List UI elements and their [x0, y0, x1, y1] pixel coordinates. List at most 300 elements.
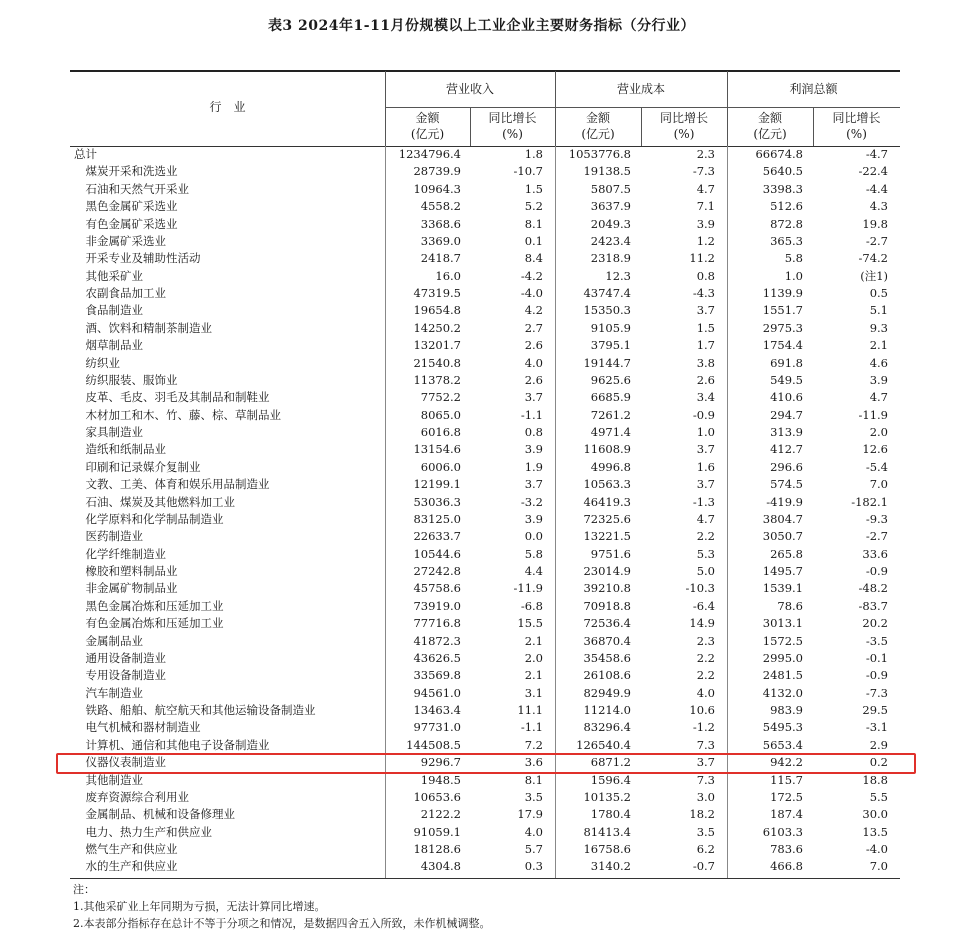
revenue-yoy: 3.1	[524, 685, 543, 700]
profit-yoy: -48.2	[858, 581, 888, 596]
cost-amount: 15350.3	[583, 303, 631, 318]
industry-name: 酒、饮料和精制茶制造业	[74, 320, 212, 335]
cost-amount: 6685.9	[590, 390, 631, 405]
cost-amount: 1780.4	[590, 807, 631, 822]
profit-yoy: -9.3	[865, 511, 888, 526]
industry-name: 文教、工美、体育和娱乐用品制造业	[74, 477, 270, 492]
industry-name: 烟草制品业	[74, 338, 143, 353]
table-row	[70, 424, 900, 441]
cost-amount: 1053776.8	[568, 147, 631, 161]
industry-name: 橡胶和塑料制品业	[74, 564, 178, 578]
table-row	[70, 806, 900, 823]
table-row	[70, 233, 900, 250]
profit-amount: 294.7	[770, 407, 803, 422]
industry-name: 家具制造业	[74, 425, 143, 439]
revenue-amount: 77716.8	[413, 616, 461, 631]
cost-yoy: 1.0	[696, 425, 715, 439]
industry-name: 计算机、通信和其他电子设备制造业	[74, 737, 270, 752]
header-industry: 行 业	[209, 100, 246, 114]
table-row	[70, 320, 900, 337]
profit-amount: 187.4	[770, 807, 803, 822]
profit-yoy: -0.9	[865, 668, 888, 683]
table-row	[70, 268, 900, 285]
revenue-amount: 10544.6	[413, 546, 461, 561]
profit-yoy: 13.5	[862, 824, 888, 839]
profit-amount: 412.7	[770, 442, 803, 457]
revenue-yoy: 3.5	[524, 789, 543, 804]
revenue-yoy: -1.1	[520, 720, 543, 735]
revenue-yoy: 2.6	[524, 338, 543, 353]
cost-yoy: 3.5	[696, 824, 715, 839]
revenue-amount: 18128.6	[413, 842, 461, 856]
revenue-yoy: 4.0	[524, 355, 543, 370]
revenue-yoy: 1.8	[524, 147, 543, 161]
revenue-yoy: 0.0	[524, 529, 543, 544]
revenue-amount: 53036.3	[413, 494, 461, 509]
revenue-yoy: -10.7	[513, 164, 543, 179]
profit-yoy: -3.5	[865, 633, 888, 648]
cost-amount: 83296.4	[583, 720, 631, 735]
profit-yoy: (注1)	[860, 268, 888, 283]
revenue-amount: 94561.0	[413, 685, 461, 700]
table-row	[70, 685, 900, 702]
profit-amount: 1.0	[784, 268, 803, 283]
cost-yoy: 3.7	[696, 442, 715, 457]
cost-amount: 72536.4	[583, 616, 631, 631]
profit-amount: 1551.7	[762, 303, 803, 318]
profit-yoy: -0.1	[865, 650, 888, 665]
cost-amount: 1596.4	[590, 772, 631, 787]
cost-amount: 2318.9	[590, 251, 631, 266]
cost-amount: 4971.4	[590, 425, 631, 439]
cost-amount: 3140.2	[590, 859, 631, 874]
cost-amount: 43747.4	[583, 286, 631, 300]
cost-amount: 126540.4	[576, 737, 631, 752]
cost-amount: 72325.6	[583, 511, 631, 526]
profit-amount: 3013.1	[762, 616, 803, 631]
revenue-amount: 6016.8	[420, 425, 461, 439]
profit-amount: 4132.0	[762, 685, 803, 700]
revenue-amount: 2122.2	[420, 807, 461, 822]
cost-amount: 13221.5	[583, 529, 631, 544]
cost-yoy: 10.6	[689, 703, 715, 717]
industry-name: 化学纤维制造业	[74, 546, 166, 561]
revenue-yoy: -6.8	[520, 598, 543, 613]
profit-yoy: 7.0	[869, 859, 888, 874]
industry-name: 有色金属矿采选业	[74, 216, 178, 231]
table-row	[70, 858, 900, 875]
revenue-yoy: 5.7	[524, 842, 543, 856]
revenue-amount: 10964.3	[413, 181, 461, 196]
profit-yoy: -0.9	[865, 564, 888, 578]
cost-amount: 11608.9	[583, 442, 631, 457]
revenue-amount: 83125.0	[413, 511, 461, 526]
cost-yoy: 3.7	[696, 755, 715, 770]
profit-amount: 5495.3	[762, 720, 803, 735]
profit-amount: 2975.3	[762, 320, 803, 335]
industry-name: 电气机械和器材制造业	[74, 720, 201, 735]
cost-yoy: 5.0	[696, 564, 715, 578]
revenue-amount: 91059.1	[413, 824, 461, 839]
cost-amount: 9105.9	[590, 320, 631, 335]
highlight-box	[56, 753, 916, 774]
header-revenue: 营业收入	[445, 82, 494, 96]
profit-yoy: -4.0	[865, 842, 888, 856]
table-row	[70, 389, 900, 406]
industry-name: 石油、煤炭及其他燃料加工业	[74, 494, 235, 509]
industry-name: 仪器仪表制造业	[74, 755, 166, 770]
cost-yoy: 7.3	[696, 737, 715, 752]
cost-yoy: 7.3	[696, 772, 715, 787]
revenue-amount: 144508.5	[406, 737, 461, 752]
cost-amount: 35458.6	[583, 650, 631, 665]
notes	[73, 881, 491, 932]
profit-yoy: -2.7	[865, 529, 888, 544]
revenue-amount: 1948.5	[420, 772, 461, 787]
revenue-amount: 10653.6	[413, 789, 461, 804]
cost-yoy: 2.6	[696, 372, 715, 387]
table-row	[70, 719, 900, 736]
cost-amount: 81413.4	[583, 824, 631, 839]
cost-yoy: -1.2	[692, 720, 715, 735]
profit-amount: 6103.3	[762, 824, 803, 839]
revenue-amount: 7752.2	[420, 390, 461, 405]
table-row	[70, 667, 900, 684]
cost-amount: 6871.2	[590, 755, 631, 770]
profit-amount: 5640.5	[762, 164, 803, 179]
profit-amount: 466.8	[770, 859, 803, 874]
revenue-amount: 33569.8	[413, 668, 461, 683]
cost-amount: 9625.6	[590, 372, 631, 387]
profit-yoy: 0.5	[869, 286, 888, 300]
revenue-yoy: 8.4	[524, 251, 543, 266]
profit-yoy: 3.9	[869, 372, 888, 387]
revenue-amount: 4304.8	[420, 859, 461, 874]
table-title: 表3 2024年1-11月份规模以上工业企业主要财务指标（分行业）	[267, 18, 696, 34]
cost-yoy: 3.7	[696, 303, 715, 318]
profit-amount: 410.6	[770, 390, 803, 405]
cost-yoy: 3.9	[696, 216, 715, 231]
cost-amount: 11214.0	[583, 703, 631, 717]
revenue-yoy: -4.0	[520, 286, 543, 300]
header-yoy: 同比增长 (%)	[488, 111, 537, 141]
industry-name: 其他采矿业	[74, 268, 143, 283]
revenue-yoy: 15.5	[517, 616, 543, 631]
profit-amount: 265.8	[770, 546, 803, 561]
revenue-amount: 11378.2	[413, 372, 461, 387]
cost-yoy: 1.2	[696, 233, 715, 248]
profit-yoy: -7.3	[865, 685, 888, 700]
cost-yoy: 7.1	[696, 199, 715, 214]
revenue-amount: 97731.0	[413, 720, 461, 735]
profit-amount: 296.6	[770, 459, 803, 474]
cost-yoy: 1.5	[696, 320, 715, 335]
industry-name: 金属制品、机械和设备修理业	[74, 807, 235, 822]
cost-amount: 19144.7	[583, 355, 631, 370]
revenue-amount: 2418.7	[420, 251, 461, 266]
industry-name: 汽车制造业	[74, 685, 143, 700]
table-row	[70, 702, 900, 719]
table-row	[70, 546, 900, 563]
cost-amount: 10135.2	[583, 789, 631, 804]
header-yoy: 同比增长 (%)	[832, 111, 881, 141]
profit-amount: 574.5	[770, 477, 803, 492]
profit-yoy: 7.0	[869, 477, 888, 492]
cost-amount: 82949.9	[583, 685, 631, 700]
revenue-yoy: 2.1	[524, 668, 543, 683]
industry-name: 通用设备制造业	[74, 650, 166, 665]
revenue-yoy: 2.6	[524, 372, 543, 387]
profit-yoy: 2.9	[869, 737, 888, 752]
cost-amount: 46419.3	[583, 494, 631, 509]
cost-amount: 3795.1	[590, 338, 631, 353]
table-row	[70, 146, 900, 163]
revenue-yoy: -1.1	[520, 407, 543, 422]
profit-yoy: 2.1	[869, 338, 888, 353]
profit-amount: 365.3	[770, 233, 803, 248]
profit-amount: 3804.7	[762, 511, 803, 526]
profit-amount: 5.8	[784, 251, 803, 266]
profit-yoy: -2.7	[865, 233, 888, 248]
revenue-amount: 14250.2	[413, 320, 461, 335]
table-row	[70, 216, 900, 233]
cost-yoy: 3.7	[696, 477, 715, 492]
industry-name: 木材加工和木、竹、藤、棕、草制品业	[74, 407, 281, 422]
cost-yoy: 0.8	[696, 268, 715, 283]
cost-yoy: 2.3	[696, 147, 715, 161]
cost-amount: 2423.4	[590, 233, 631, 248]
cost-amount: 19138.5	[583, 164, 631, 179]
profit-amount: 5653.4	[762, 737, 803, 752]
cost-amount: 36870.4	[583, 633, 631, 648]
cost-yoy: -0.7	[692, 859, 715, 874]
table-row	[70, 198, 900, 215]
table-row	[70, 250, 900, 267]
revenue-yoy: 0.1	[524, 233, 543, 248]
profit-amount: 66674.8	[755, 147, 803, 161]
profit-yoy: 4.7	[869, 390, 888, 405]
cost-yoy: 4.0	[696, 685, 715, 700]
revenue-yoy: 8.1	[524, 216, 543, 231]
profit-yoy: 0.2	[869, 755, 888, 770]
industry-name: 皮革、毛皮、羽毛及其制品和制鞋业	[74, 390, 270, 405]
revenue-yoy: 0.3	[524, 859, 543, 874]
table-row	[70, 372, 900, 389]
industry-name: 石油和天然气开采业	[74, 181, 189, 196]
table-row	[70, 355, 900, 372]
cost-yoy: 1.7	[696, 338, 715, 353]
revenue-amount: 9296.7	[420, 755, 461, 770]
cost-yoy: 11.2	[689, 251, 715, 266]
revenue-yoy: 3.9	[524, 442, 543, 457]
table-row	[70, 789, 900, 806]
profit-amount: 691.8	[770, 355, 803, 370]
revenue-amount: 3369.0	[420, 233, 461, 248]
industry-name: 食品制造业	[74, 303, 143, 318]
industry-name: 化学原料和化学制品制造业	[74, 511, 224, 526]
cost-yoy: 4.7	[696, 181, 715, 196]
industry-name: 印刷和记录媒介复制业	[74, 459, 201, 474]
profit-yoy: -4.4	[865, 181, 888, 196]
profit-yoy: 5.1	[869, 303, 888, 318]
revenue-yoy: 3.7	[524, 390, 543, 405]
revenue-amount: 4558.2	[420, 199, 461, 214]
revenue-yoy: 17.9	[517, 807, 543, 822]
header-amount: 金额 (亿元)	[581, 111, 615, 141]
profit-amount: 942.2	[770, 755, 803, 770]
table-row	[70, 285, 900, 302]
revenue-yoy: 11.1	[517, 703, 543, 717]
table-row	[70, 841, 900, 858]
industry-name: 电力、热力生产和供应业	[74, 824, 212, 839]
profit-amount: 313.9	[770, 425, 803, 439]
revenue-yoy: 0.8	[524, 425, 543, 439]
table-row	[70, 181, 900, 198]
revenue-amount: 13463.4	[413, 703, 461, 717]
revenue-yoy: 3.9	[524, 511, 543, 526]
cost-amount: 39210.8	[583, 581, 631, 596]
industry-name: 其他制造业	[74, 772, 143, 787]
profit-yoy: -74.2	[858, 251, 888, 266]
cost-yoy: 1.6	[696, 459, 715, 474]
revenue-amount: 73919.0	[413, 598, 461, 613]
industry-name: 燃气生产和供应业	[74, 842, 178, 856]
industry-name: 农副食品加工业	[74, 286, 166, 300]
profit-yoy: 19.8	[862, 216, 888, 231]
revenue-yoy: 2.0	[524, 650, 543, 665]
revenue-amount: 12199.1	[413, 477, 461, 492]
revenue-yoy: 3.7	[524, 477, 543, 492]
profit-amount: 172.5	[770, 789, 803, 804]
cost-yoy: 3.4	[696, 390, 715, 405]
cost-amount: 5807.5	[590, 181, 631, 196]
cost-yoy: 2.2	[696, 650, 715, 665]
industry-name: 黑色金属冶炼和压延加工业	[74, 598, 224, 613]
revenue-yoy: 1.9	[524, 459, 543, 474]
table-row	[70, 459, 900, 476]
profit-amount: 549.5	[770, 372, 803, 387]
profit-yoy: 20.2	[862, 616, 888, 631]
profit-yoy: 4.6	[869, 355, 888, 370]
industry-name: 金属制品业	[74, 633, 143, 648]
cost-yoy: 4.7	[696, 511, 715, 526]
profit-amount: 1495.7	[762, 564, 803, 578]
header-midline	[385, 107, 900, 108]
industry-name: 非金属矿采选业	[74, 233, 166, 248]
industry-name: 医药制造业	[74, 529, 143, 544]
revenue-yoy: 7.2	[524, 737, 543, 752]
profit-yoy: 29.5	[862, 703, 888, 717]
profit-amount: 512.6	[770, 199, 803, 214]
industry-name: 纺织服装、服饰业	[74, 372, 178, 387]
industry-name: 水的生产和供应业	[74, 859, 178, 874]
industry-name: 专用设备制造业	[74, 668, 166, 683]
profit-yoy: 12.6	[862, 442, 888, 457]
cost-yoy: 18.2	[689, 807, 715, 822]
industry-name: 有色金属冶炼和压延加工业	[74, 616, 224, 631]
header-profit: 利润总额	[789, 82, 838, 96]
profit-yoy: 2.0	[869, 425, 888, 439]
table-row	[70, 650, 900, 667]
profit-amount: 872.8	[770, 216, 803, 231]
note-2: 2.本表部分指标存在总计不等于分项之和情况，是数据四舍五入所致，未作机械调整。	[73, 917, 491, 930]
revenue-yoy: 5.8	[524, 546, 543, 561]
revenue-amount: 13201.7	[413, 338, 461, 353]
industry-name: 造纸和纸制品业	[74, 442, 166, 457]
cost-yoy: 2.3	[696, 633, 715, 648]
revenue-amount: 22633.7	[413, 529, 461, 544]
profit-amount: 983.9	[770, 703, 803, 717]
profit-amount: 3398.3	[762, 181, 803, 196]
cost-amount: 7261.2	[590, 407, 631, 422]
cost-yoy: -0.9	[692, 407, 715, 422]
revenue-yoy: 2.1	[524, 633, 543, 648]
profit-amount: 78.6	[777, 598, 803, 613]
profit-yoy: 9.3	[869, 320, 888, 335]
profit-yoy: 18.8	[862, 772, 888, 787]
industry-name: 非金属矿物制品业	[74, 581, 178, 596]
cost-yoy: 2.2	[696, 668, 715, 683]
profit-amount: 1754.4	[762, 338, 803, 353]
profit-yoy: 5.5	[869, 789, 888, 804]
revenue-amount: 47319.5	[413, 286, 461, 300]
profit-yoy: 30.0	[862, 807, 888, 822]
table-row	[70, 441, 900, 458]
table-row	[70, 494, 900, 511]
revenue-amount: 16.0	[435, 268, 461, 283]
header-yoy: 同比增长 (%)	[659, 111, 708, 141]
cost-amount: 16758.6	[583, 842, 631, 856]
profit-yoy: -11.9	[858, 407, 888, 422]
revenue-amount: 21540.8	[413, 355, 461, 370]
cost-amount: 3637.9	[590, 199, 631, 214]
revenue-amount: 13154.6	[413, 442, 461, 457]
industry-name: 铁路、船舶、航空航天和其他运输设备制造业	[74, 703, 316, 717]
revenue-yoy: -11.9	[513, 581, 543, 596]
revenue-yoy: 4.4	[524, 564, 543, 578]
revenue-amount: 3368.6	[420, 216, 461, 231]
profit-yoy: -4.7	[865, 147, 888, 161]
cost-amount: 70918.8	[583, 598, 631, 613]
profit-yoy: -182.1	[851, 494, 888, 509]
table-header	[70, 71, 900, 147]
table-row	[70, 580, 900, 597]
industry-name: 开采专业及辅助性活动	[74, 251, 201, 266]
profit-yoy: 33.6	[862, 546, 888, 561]
bottom-rule	[70, 878, 900, 879]
cost-yoy: 3.8	[696, 355, 715, 370]
cost-yoy: -10.3	[685, 581, 715, 596]
cost-amount: 12.3	[605, 268, 631, 283]
cost-yoy: -1.3	[692, 494, 715, 509]
cost-amount: 9751.6	[590, 546, 631, 561]
notes-label: 注：	[73, 883, 95, 896]
industry-name: 黑色金属矿采选业	[74, 199, 178, 214]
table-row	[70, 407, 900, 424]
profit-yoy: -5.4	[865, 459, 888, 474]
revenue-amount: 41872.3	[413, 633, 461, 648]
table-row	[70, 528, 900, 545]
profit-yoy: -22.4	[858, 164, 888, 179]
revenue-amount: 28739.9	[413, 164, 461, 179]
industry-name: 总计	[74, 147, 97, 161]
table-row	[70, 163, 900, 180]
revenue-amount: 27242.8	[413, 564, 461, 578]
revenue-amount: 45758.6	[413, 581, 461, 596]
cost-yoy: -6.4	[692, 598, 715, 613]
industry-name: 废弃资源综合利用业	[74, 789, 189, 804]
cost-yoy: 3.0	[696, 789, 715, 804]
